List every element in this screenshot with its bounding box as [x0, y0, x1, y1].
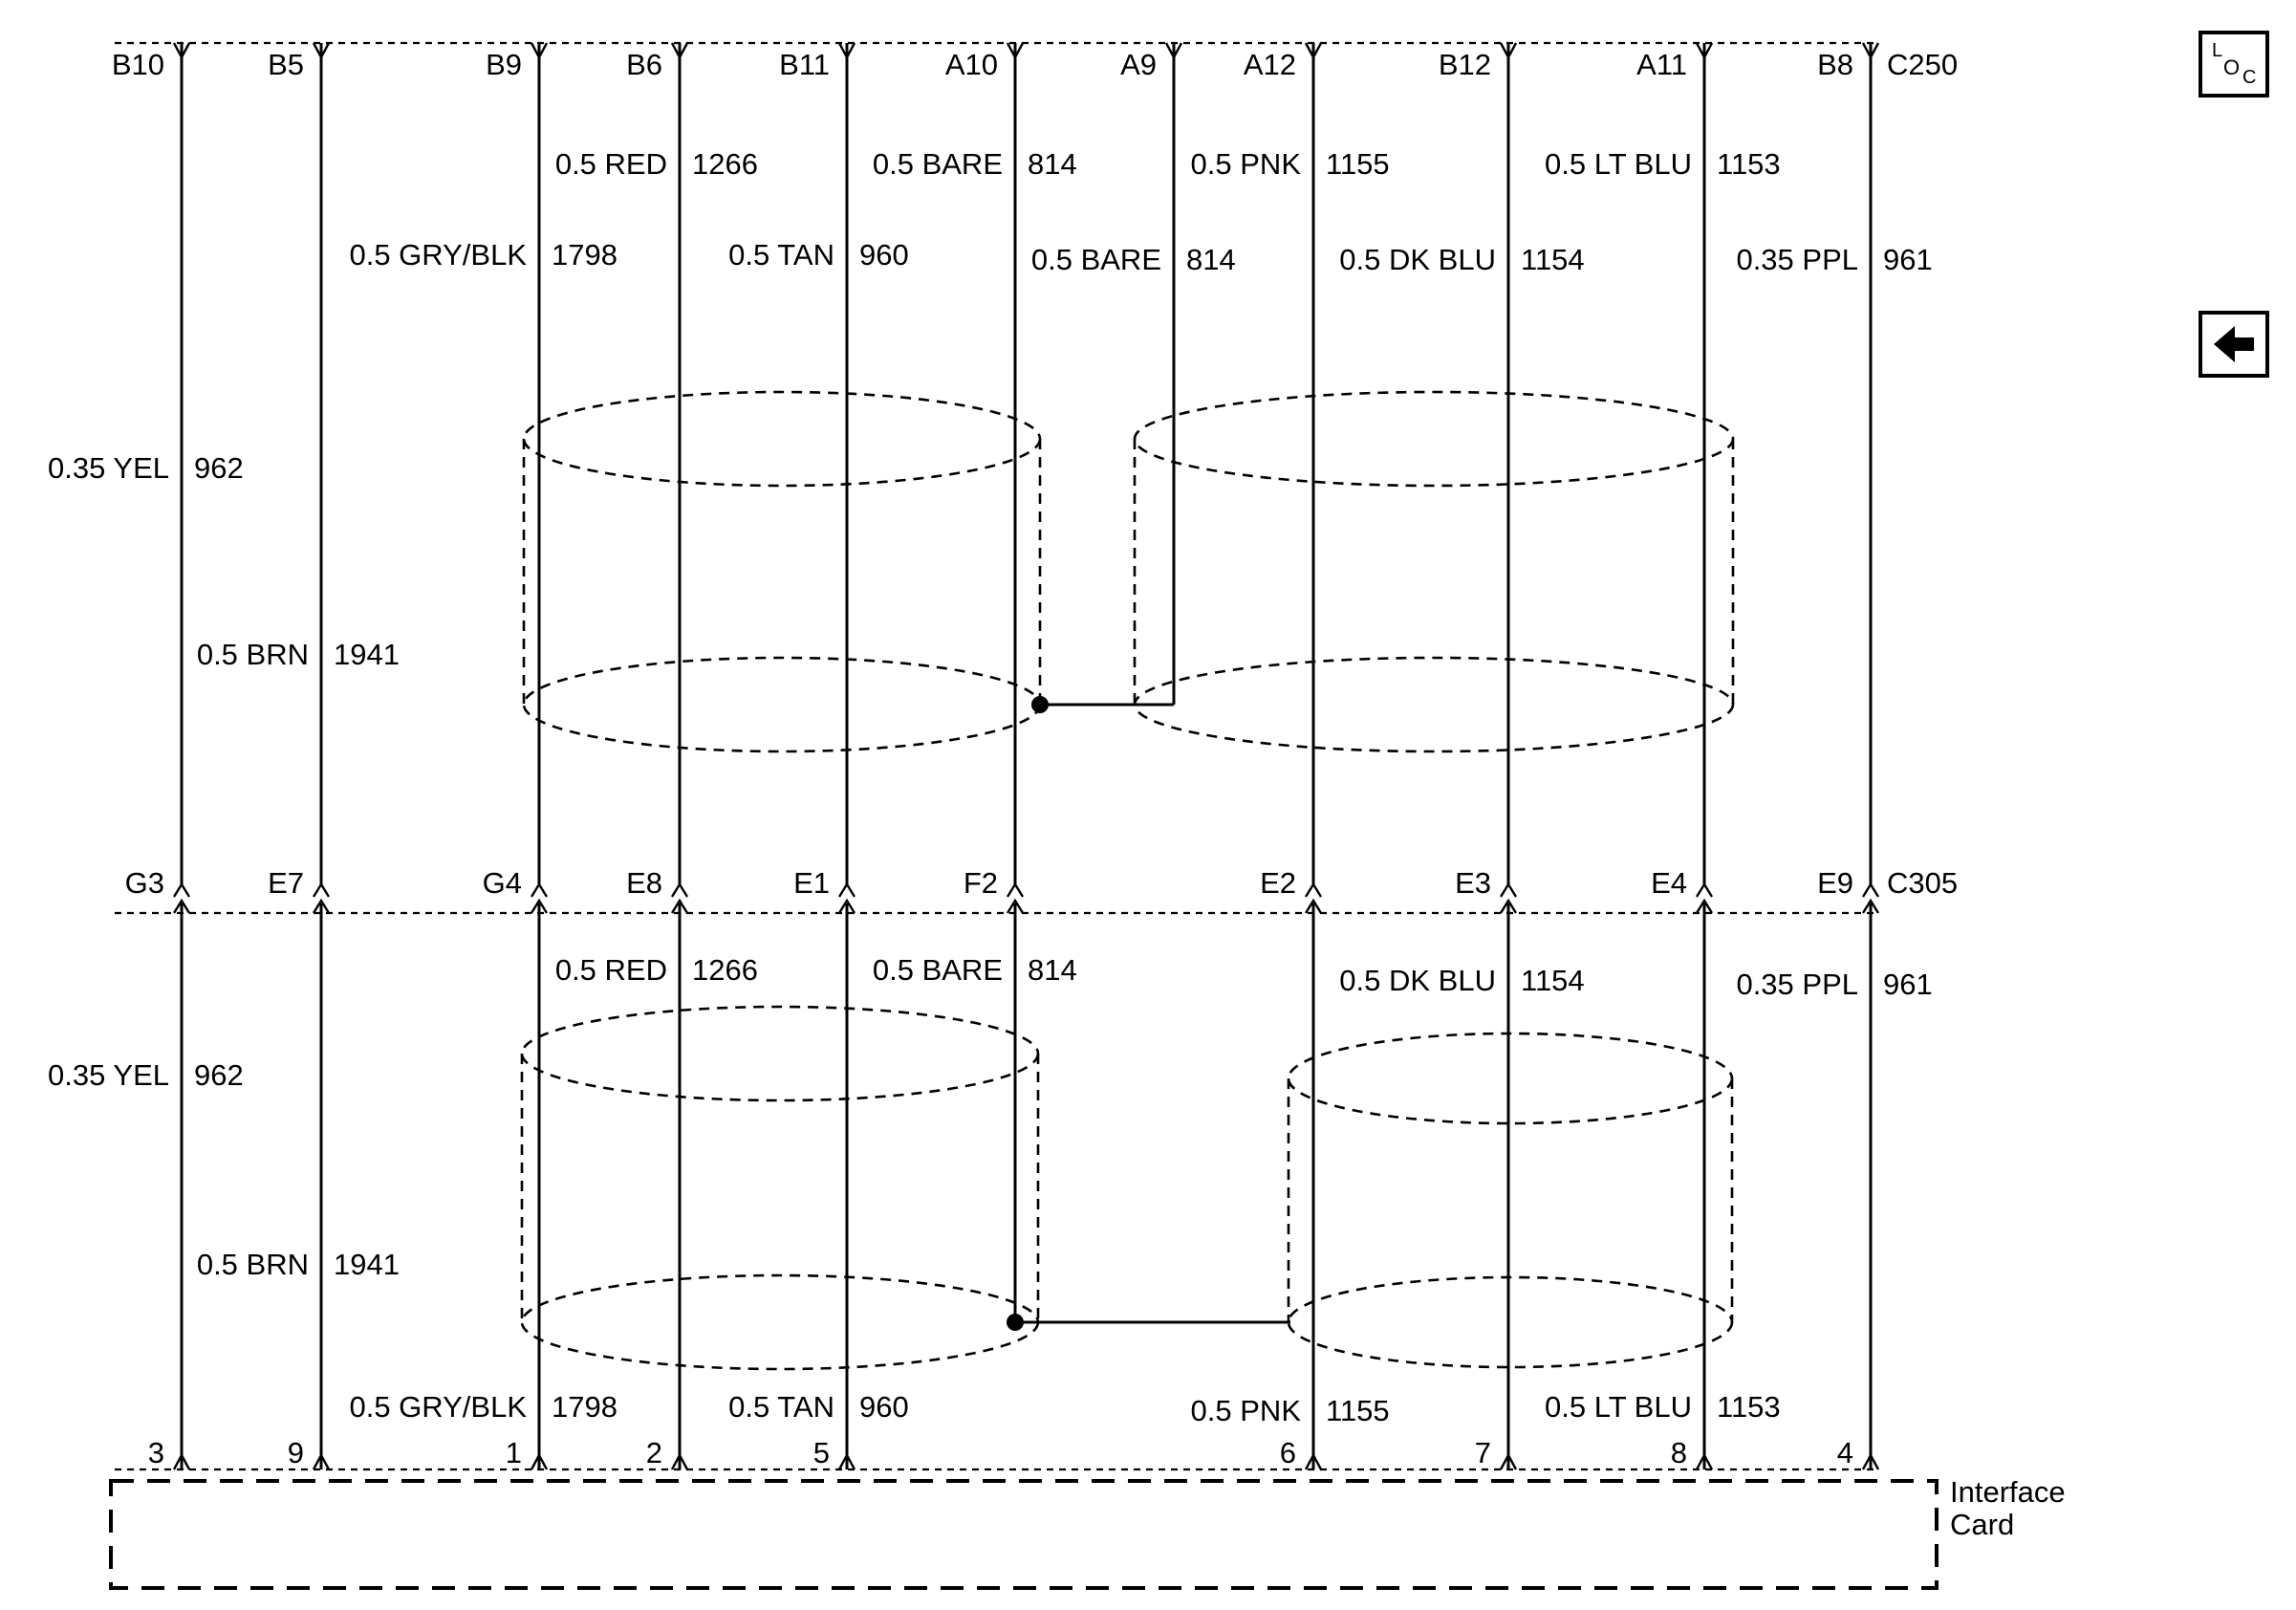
- interface-card-box: [111, 1481, 1937, 1588]
- svg-text:961: 961: [1883, 243, 1933, 276]
- svg-text:962: 962: [194, 1058, 244, 1092]
- upper-wire-labels: [48, 147, 1933, 671]
- splice-dot-lower: [1007, 1314, 1024, 1331]
- svg-text:0.5 RED: 0.5 RED: [554, 953, 667, 987]
- loc-letter-l: L: [2212, 40, 2223, 61]
- svg-text:0.5 LT BLU: 0.5 LT BLU: [1545, 147, 1692, 181]
- svg-text:8: 8: [1670, 1436, 1687, 1469]
- svg-text:0.5 TAN: 0.5 TAN: [728, 238, 834, 272]
- svg-text:0.35 YEL: 0.35 YEL: [48, 451, 169, 485]
- svg-text:0.5 BARE: 0.5 BARE: [872, 147, 1003, 181]
- svg-text:E2: E2: [1260, 866, 1296, 900]
- connector-c250-name: C250: [1887, 48, 1959, 81]
- c250-pin-glyphs: [174, 43, 1878, 57]
- svg-text:961: 961: [1883, 968, 1933, 1001]
- svg-text:1153: 1153: [1717, 1390, 1781, 1424]
- svg-text:0.5 GRY/BLK: 0.5 GRY/BLK: [349, 238, 527, 272]
- svg-text:814: 814: [1028, 953, 1077, 987]
- svg-text:0.5 PNK: 0.5 PNK: [1190, 1394, 1301, 1427]
- svg-text:1154: 1154: [1521, 243, 1585, 276]
- svg-text:0.5 DK BLU: 0.5 DK BLU: [1339, 964, 1496, 997]
- component-locator-button[interactable]: [2199, 31, 2269, 98]
- component-label-line1: Interface: [1950, 1475, 2066, 1509]
- lower-shield-left: [522, 1007, 1038, 1369]
- svg-text:1153: 1153: [1717, 147, 1781, 181]
- svg-text:0.5 GRY/BLK: 0.5 GRY/BLK: [349, 1390, 527, 1424]
- svg-text:1: 1: [505, 1436, 522, 1469]
- svg-text:962: 962: [194, 451, 244, 485]
- svg-text:3: 3: [147, 1436, 164, 1469]
- svg-text:0.5 BRN: 0.5 BRN: [196, 638, 309, 671]
- back-button[interactable]: [2199, 311, 2269, 378]
- svg-text:1798: 1798: [552, 238, 617, 272]
- svg-text:4: 4: [1836, 1436, 1853, 1469]
- loc-letter-o: O: [2223, 55, 2241, 79]
- svg-text:0.5 BRN: 0.5 BRN: [196, 1248, 309, 1281]
- svg-text:0.5 DK BLU: 0.5 DK BLU: [1339, 243, 1496, 276]
- loc-letter-c: C: [2242, 67, 2257, 88]
- left-arrow-icon: [2202, 315, 2265, 374]
- svg-text:A9: A9: [1120, 48, 1157, 81]
- c250-pin-labels: [112, 48, 1958, 81]
- svg-text:B9: B9: [486, 48, 522, 81]
- svg-text:F2: F2: [963, 866, 998, 900]
- svg-text:7: 7: [1474, 1436, 1491, 1469]
- svg-text:0.5 BARE: 0.5 BARE: [1030, 243, 1161, 276]
- bottom-pin-glyphs: [174, 1455, 1878, 1469]
- bottom-pin-labels: [148, 1436, 1853, 1469]
- c305-pin-glyphs: [174, 884, 1878, 913]
- svg-text:814: 814: [1186, 243, 1236, 276]
- svg-text:A12: A12: [1243, 48, 1296, 81]
- svg-text:1155: 1155: [1326, 1394, 1390, 1427]
- svg-text:1266: 1266: [692, 953, 758, 987]
- svg-text:1941: 1941: [334, 638, 400, 671]
- svg-text:814: 814: [1028, 147, 1077, 181]
- svg-text:0.5 LT BLU: 0.5 LT BLU: [1545, 1390, 1692, 1424]
- svg-text:960: 960: [859, 1390, 909, 1424]
- svg-text:2: 2: [645, 1436, 662, 1469]
- svg-text:A11: A11: [1636, 48, 1687, 81]
- svg-text:B11: B11: [779, 48, 830, 81]
- svg-text:E7: E7: [268, 866, 304, 900]
- svg-text:E4: E4: [1651, 866, 1687, 900]
- lower-shield-right: [1289, 1033, 1732, 1367]
- svg-text:E1: E1: [793, 866, 830, 900]
- svg-text:E3: E3: [1455, 866, 1491, 900]
- svg-text:G4: G4: [482, 866, 522, 900]
- svg-text:1266: 1266: [692, 147, 758, 181]
- connector-c305-name: C305: [1887, 866, 1959, 900]
- svg-text:1155: 1155: [1326, 147, 1390, 181]
- svg-text:0.5 RED: 0.5 RED: [554, 147, 667, 181]
- svg-text:0.5 PNK: 0.5 PNK: [1190, 147, 1301, 181]
- svg-text:6: 6: [1279, 1436, 1296, 1469]
- svg-text:1798: 1798: [552, 1390, 617, 1424]
- svg-text:B6: B6: [626, 48, 662, 81]
- component-label-line2: Card: [1950, 1508, 2015, 1541]
- svg-text:5: 5: [812, 1436, 830, 1469]
- lower-wires: [182, 903, 1871, 1469]
- svg-text:0.5 TAN: 0.5 TAN: [728, 1390, 834, 1424]
- svg-text:960: 960: [859, 238, 909, 272]
- svg-text:E9: E9: [1817, 866, 1853, 900]
- upper-shield-left: [524, 392, 1040, 751]
- svg-text:B5: B5: [268, 48, 304, 81]
- svg-text:G3: G3: [124, 866, 164, 900]
- svg-text:0.35 PPL: 0.35 PPL: [1736, 243, 1858, 276]
- svg-text:1154: 1154: [1521, 964, 1585, 997]
- svg-text:B12: B12: [1438, 48, 1491, 81]
- svg-text:A10: A10: [944, 48, 998, 81]
- upper-shield-right: [1135, 392, 1733, 751]
- c305-pin-labels: [125, 866, 1958, 900]
- svg-text:0.35 PPL: 0.35 PPL: [1736, 968, 1858, 1001]
- svg-text:B10: B10: [111, 48, 164, 81]
- svg-text:E8: E8: [626, 866, 662, 900]
- svg-text:1941: 1941: [334, 1248, 400, 1281]
- svg-text:0.35 YEL: 0.35 YEL: [48, 1058, 169, 1092]
- splice-dot-upper: [1031, 696, 1049, 713]
- svg-text:0.5 BARE: 0.5 BARE: [872, 953, 1003, 987]
- svg-text:9: 9: [287, 1436, 304, 1469]
- svg-text:B8: B8: [1817, 48, 1853, 81]
